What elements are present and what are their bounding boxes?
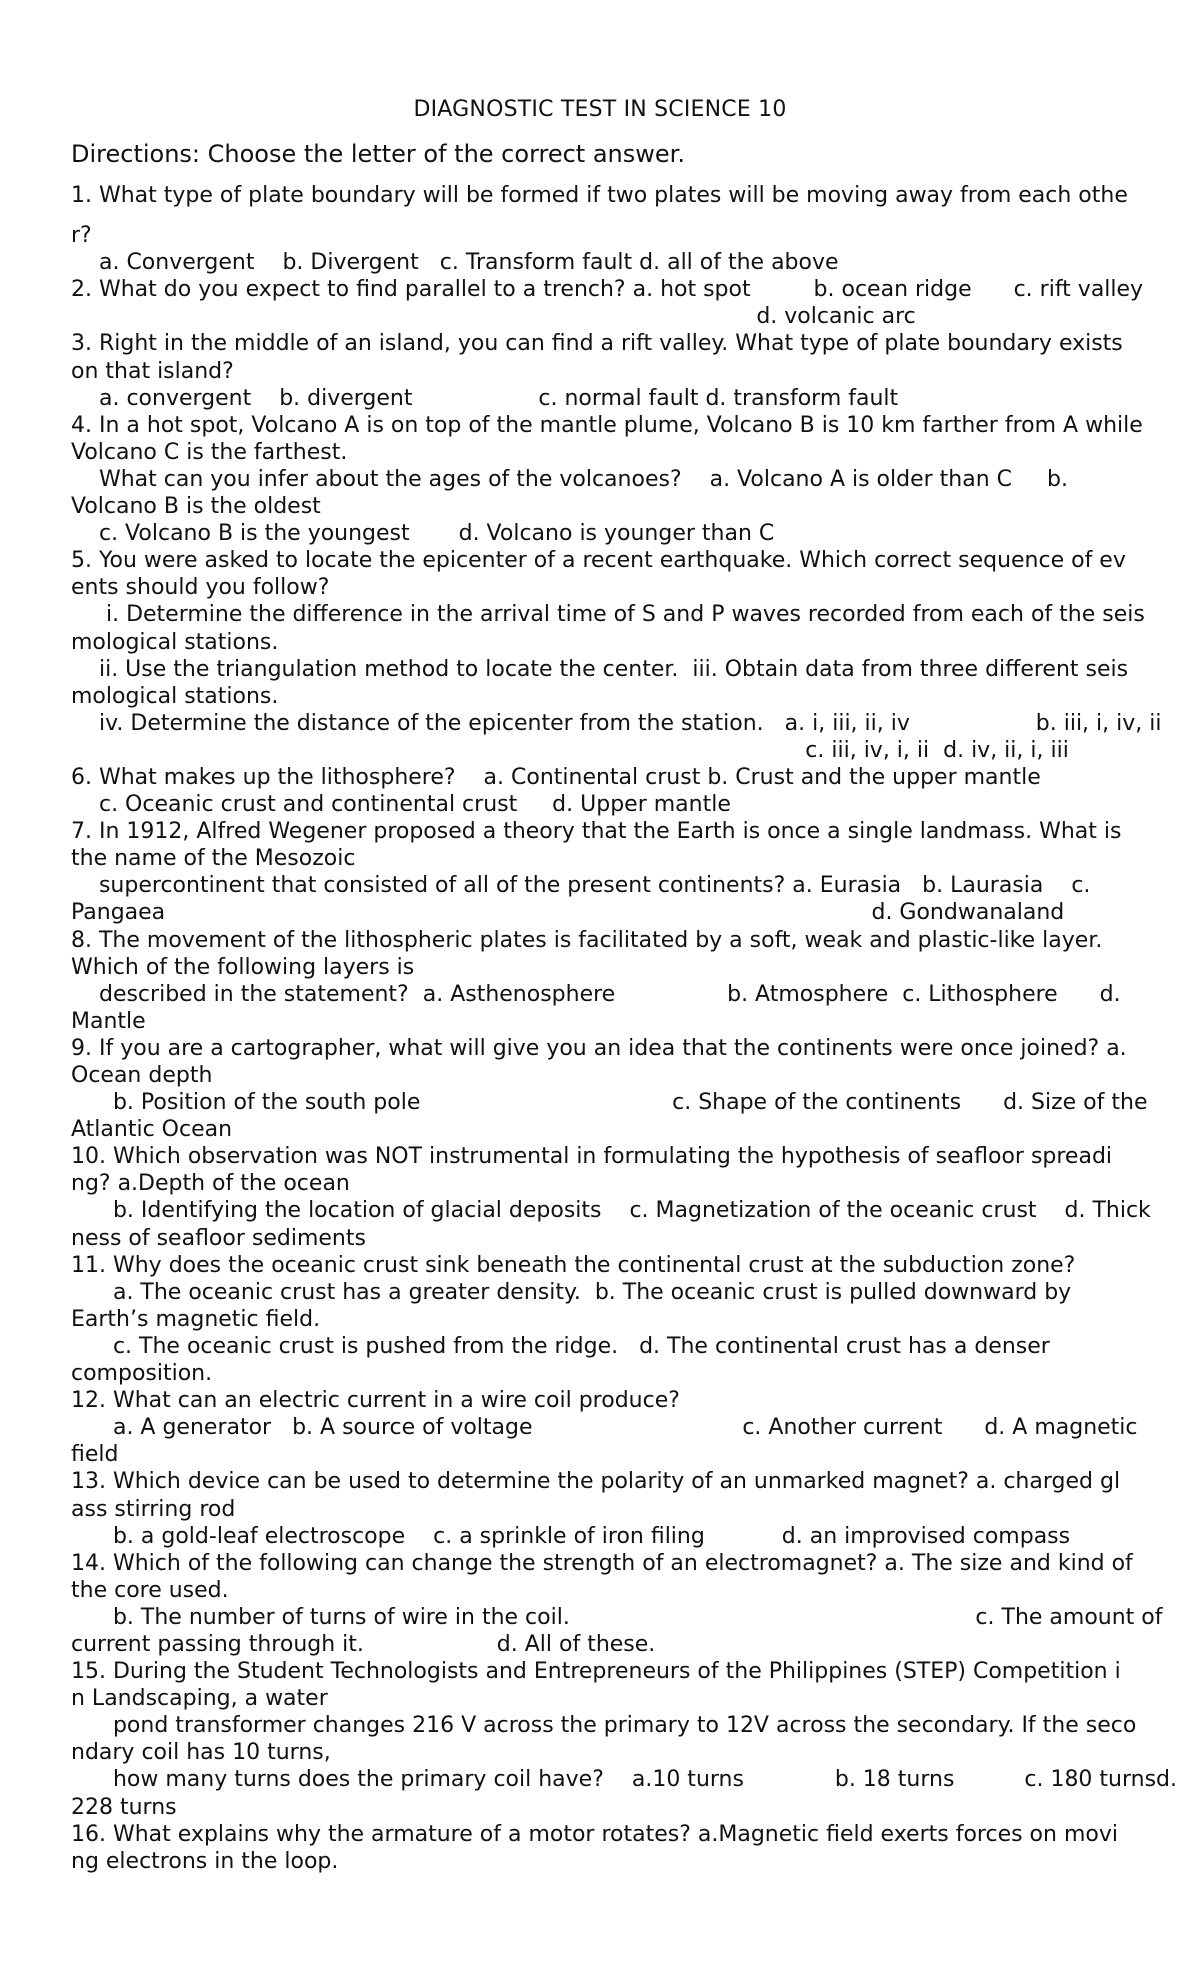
text-line: 2. What do you expect to find parallel to a trench? a. hot spot b. ocean ridge c. rift valley xyxy=(71,277,1144,303)
text-line: d. volcanic arc xyxy=(71,304,916,330)
text-line: composition. xyxy=(71,1361,213,1387)
text-line: c. The oceanic crust is pushed from the ridge. d. The continental crust has a denser xyxy=(71,1333,1050,1359)
text-line: current passing through it. d. All of these. xyxy=(71,1631,656,1657)
text-line: Ocean depth xyxy=(71,1063,213,1088)
text-line: Mantle xyxy=(71,1008,146,1034)
text-line: 4. In a hot spot, Volcano A is on top of the mantle plume, Volcano B is 10 km farther from A while xyxy=(71,412,1143,438)
text-line: Pangaea d. Gondwanaland xyxy=(71,900,1065,926)
text-line: how many turns does the primary coil have? a.10 turns b. 18 turns c. 180 turnsd. xyxy=(71,1767,1178,1793)
text-line: 12. What can an electric current in a wire coil produce? xyxy=(71,1388,680,1414)
text-line: c. iii, iv, i, ii d. iv, ii, i, iii xyxy=(71,737,1069,763)
text-line: r? xyxy=(71,223,92,249)
text-line: ng electrons in the loop. xyxy=(71,1848,339,1874)
text-line: ndary coil has 10 turns, xyxy=(71,1740,331,1766)
text-line: a. convergent b. divergent c. normal fault d. transform fault xyxy=(71,385,899,411)
text-line: b. Identifying the location of glacial deposits c. Magnetization of the oceanic crust d. Thick xyxy=(71,1198,1151,1224)
text-line: on that island? xyxy=(71,358,234,384)
text-line: a. Convergent b. Divergent c. Transform fault d. all of the above xyxy=(71,250,839,276)
text-line: 8. The movement of the lithospheric plates is facilitated by a soft, weak and plastic-like layer. xyxy=(71,927,1103,953)
text-line: c. Oceanic crust and continental crust d. Upper mantle xyxy=(71,792,731,818)
text-line: 14. Which of the following can change the strength of an electromagnet? a. The size and kind of xyxy=(71,1550,1133,1576)
text-line: i. Determine the difference in the arrival time of S and P waves recorded from each of the seis xyxy=(71,602,1145,628)
text-line: 15. During the Student Technologists and Entrepreneurs of the Philippines (STEP) Competition i xyxy=(71,1659,1121,1685)
text-line: 3. Right in the middle of an island, you can find a rift valley. What type of plate boundary exists xyxy=(71,331,1123,357)
text-line: b. a gold-leaf electroscope c. a sprinkle of iron filing d. an improvised compass xyxy=(71,1523,1071,1549)
directions-text: Directions: Choose the letter of the correct answer. xyxy=(71,140,685,168)
text-line: ass stirring rod xyxy=(71,1496,236,1522)
question-body xyxy=(71,182,1178,1875)
text-line: mological stations. xyxy=(71,683,279,709)
text-line: 11. Why does the oceanic crust sink beneath the continental crust at the subduction zone? xyxy=(71,1252,1076,1278)
text-line: ng? a.Depth of the ocean xyxy=(71,1171,350,1197)
text-line: the name of the Mesozoic xyxy=(71,846,356,872)
text-line: Volcano C is the farthest. xyxy=(71,439,348,465)
text-line: 228 turns xyxy=(71,1794,177,1820)
text-line: n Landscaping, a water xyxy=(71,1686,328,1712)
text-line: ents should you follow? xyxy=(71,575,330,601)
text-line: supercontinent that consisted of all of the present continents? a. Eurasia b. Laurasia c. xyxy=(71,873,1091,899)
text-line: Earth’s magnetic field. xyxy=(71,1306,321,1332)
text-line: described in the statement? a. Asthenosphere b. Atmosphere c. Lithosphere d. xyxy=(71,981,1121,1007)
text-line: the core used. xyxy=(71,1577,229,1603)
document-title: DIAGNOSTIC TEST IN SCIENCE 10 xyxy=(413,97,787,122)
text-line: iv. Determine the distance of the epicenter from the station. a. i, iii, ii, iv b. iii, i, iv, ii xyxy=(71,710,1162,736)
text-line: 13. Which device can be used to determine the polarity of an unmarked magnet? a. charged gl xyxy=(71,1469,1121,1495)
text-line: Volcano B is the oldest xyxy=(71,494,321,520)
text-line: 16. What explains why the armature of a motor rotates? a.Magnetic field exerts forces on movi xyxy=(71,1821,1118,1847)
text-line: b. The number of turns of wire in the coil. c. The amount of xyxy=(71,1604,1163,1630)
text-line: b. Position of the south pole c. Shape of the continents d. Size of the xyxy=(71,1090,1148,1116)
text-line: field xyxy=(71,1442,119,1468)
text-line: 6. What makes up the lithosphere? a. Continental crust b. Crust and the upper mantle xyxy=(71,764,1041,790)
text-line: 9. If you are a cartographer, what will give you an idea that the continents were once joined? a. xyxy=(71,1035,1127,1061)
text-line: 1. What type of plate boundary will be formed if two plates will be moving away from each othe xyxy=(71,183,1128,208)
text-line xyxy=(71,209,1171,222)
text-line: What can you infer about the ages of the volcanoes? a. Volcano A is older than C b. xyxy=(71,466,1068,492)
text-line: pond transformer changes 216 V across the primary to 12V across the secondary. If the seco xyxy=(71,1713,1137,1739)
text-line: 10. Which observation was NOT instrumental in formulating the hypothesis of seafloor spreadi xyxy=(71,1144,1113,1170)
text-line: c. Volcano B is the youngest d. Volcano is younger than C xyxy=(71,521,775,547)
text-line: Which of the following layers is xyxy=(71,954,415,980)
text-line: Atlantic Ocean xyxy=(71,1117,233,1143)
text-line: ii. Use the triangulation method to locate the center. iii. Obtain data from three different seis xyxy=(71,656,1129,682)
text-line: a. A generator b. A source of voltage c. Another current d. A magnetic xyxy=(71,1415,1138,1441)
text-line: a. The oceanic crust has a greater density. b. The oceanic crust is pulled downward by xyxy=(71,1279,1072,1305)
text-line: ness of seafloor sediments xyxy=(71,1225,366,1251)
text-line: mological stations. xyxy=(71,629,279,655)
text-line: 7. In 1912, Alfred Wegener proposed a theory that the Earth is once a single landmass. What is xyxy=(71,819,1122,845)
text-line: 5. You were asked to locate the epicenter of a recent earthquake. Which correct sequence of ev xyxy=(71,548,1126,574)
